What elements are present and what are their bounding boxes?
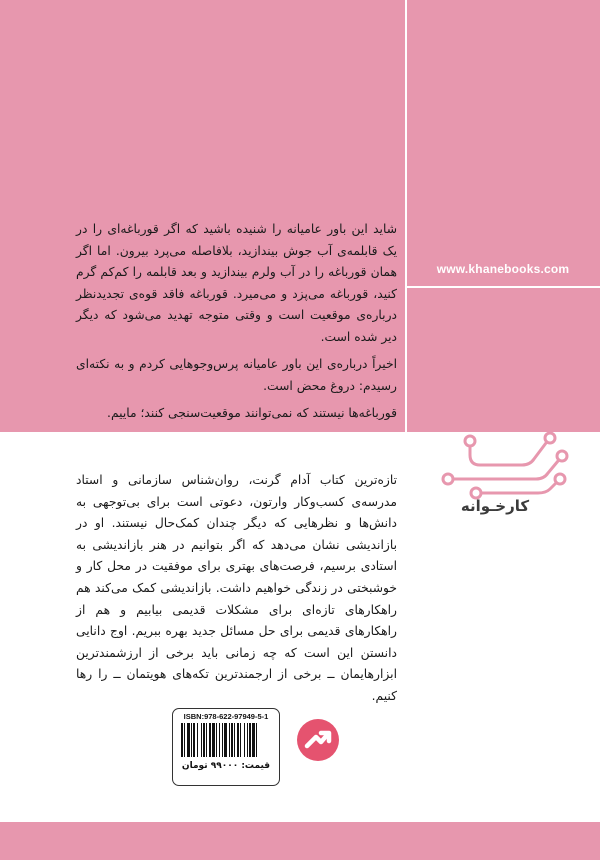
book-description: تازه‌ترین کتاب آدام گرنت، روان‌شناس سازمانی و استاد مدرسه‌ی کسب‌وکار وارتون، دعوتی است برای بی‌توجهی به دانش‌ها و نظرهایی که دیگر چندان کمک‌حال نیستند. او در بازاندیشی نشان می‌دهد که اگر بتوانیم در هنر بازاندیشی به استادی برسیم، فرصت‌های بهتری برای موفقیت در محل کار و خوشبختی در زندگی خواهیم داشت. بازاندیشی کمک می‌کند هم راهکارهای تازه‌ای برای مشکلات قدیمی بیابیم و هم از راهکارهای قدیمی برای حل مسائل جدید بهره ببریم. اوج دانایی دانستن این است که چه زمانی باید برخی از ارزشمندترین ابزارهایمان ــ برخی از ارجمندترین تکه‌های هویتمان ــ را رها کنیم. xyxy=(76,473,397,703)
publisher-name: کارخـوانه xyxy=(460,497,530,515)
excerpt-paragraph: اخیراً درباره‌ی این باور عامیانه پرس‌وجوهایی کردم و به نکته‌ای رسیدم: دروغ محض است. xyxy=(76,357,397,393)
horizontal-divider xyxy=(405,286,600,288)
excerpt-paragraph: قورباغه‌ها نیستند که نمی‌توانند موقعیت‌سنجی کنند؛ ماییم. xyxy=(107,406,397,420)
excerpt-text xyxy=(76,219,397,425)
circuit-icon xyxy=(440,427,580,507)
excerpt-paragraph: شاید این باور عامیانه را شنیده باشید که اگر قورباغه‌ای را در یک قابلمه‌ی آب جوش بیندازید، بلافاصله می‌پرد بیرون. اما اگر همان قورباغه را در آب ولرم بیندازید و بعد قابلمه را کم‌کم گرم کنید، قورباغه می‌پزد و می‌میرد. قورباغه فاقد قوه‌ی تجدیدنظر درباره‌ی موقعیت است و وقتی متوجه تهدید می‌شود که دیگر دیر شده است. xyxy=(76,222,397,344)
arrow-circle-icon xyxy=(296,718,340,762)
price-label: قیمت: ۹۹۰۰۰ تومان xyxy=(181,761,271,771)
barcode-box xyxy=(172,708,280,786)
publisher-website[interactable]: www.khanebooks.com xyxy=(436,262,570,276)
barcode-icon xyxy=(181,723,271,757)
pink-bottom-band xyxy=(0,822,600,860)
isbn-number: ISBN:978-622-97949-5-1 xyxy=(183,712,269,721)
vertical-divider xyxy=(405,0,407,432)
